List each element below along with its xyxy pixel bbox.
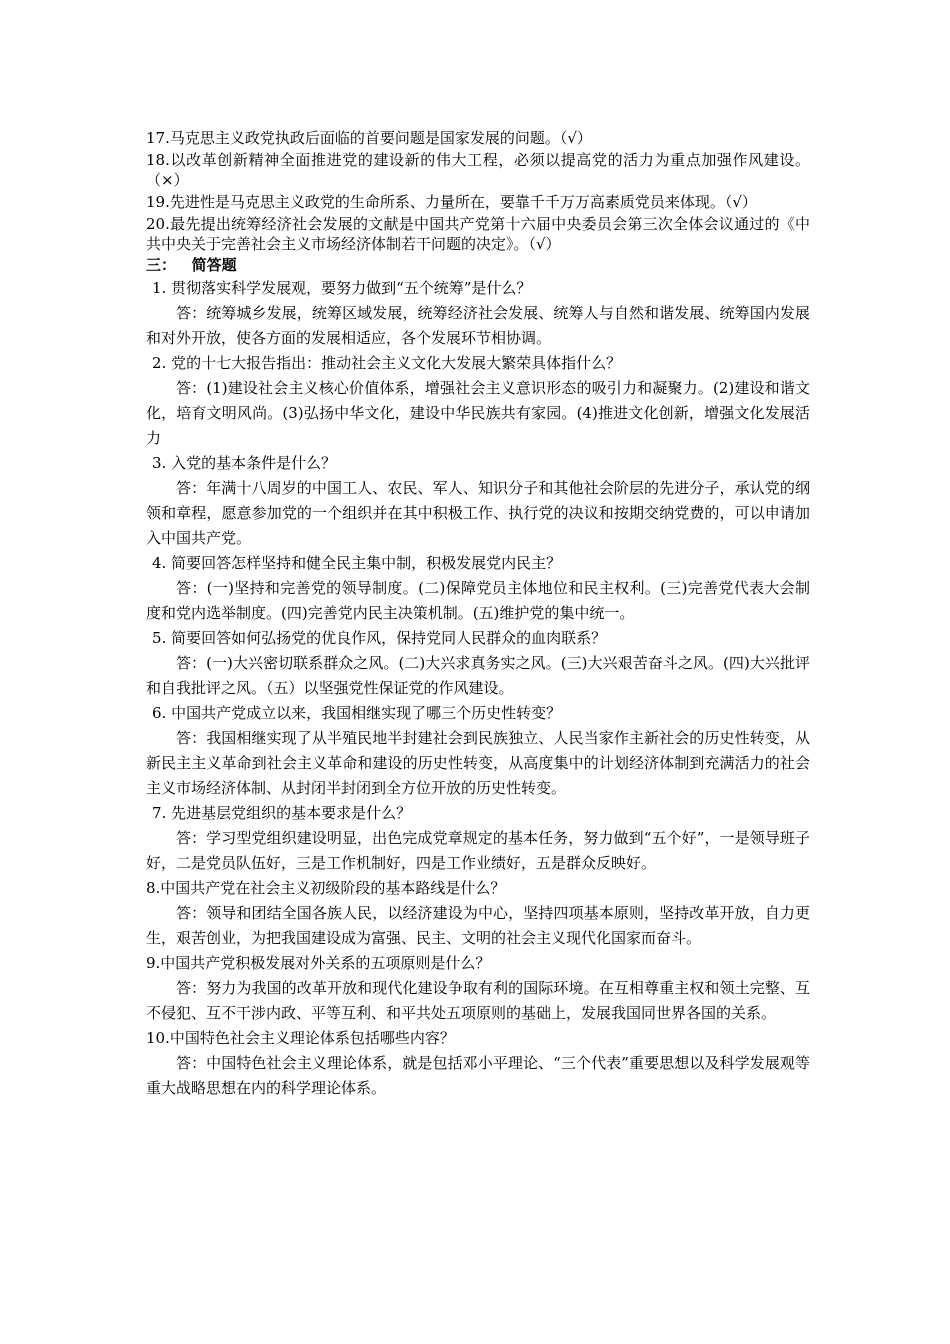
answer-10: 答：中国特色社会主义理论体系，就是包括邓小平理论、“三个代表”重要思想以及科学发展观等重大战略思想在内的科学理论体系。 [146, 1054, 810, 1097]
answer-3: 答：年满十八周岁的中国工人、农民、军人、知识分子和其他社会阶层的先进分子，承认党的纲领和章程，愿意参加党的一个组织并在其中积极工作、执行党的决议和按期交纳党费的，可以申请加入中国共产党。 [146, 479, 810, 547]
question-5: 5. 简要回答如何弘扬党的优良作风，保持党同人民群众的血肉联系？ [152, 629, 607, 647]
answer-5: 答：(一)大兴密切联系群众之风。(二)大兴求真务实之风。(三)大兴艰苦奋斗之风。(四)大兴批评和自我批评之风。（五）以坚强党性保证党的作风建设。 [146, 654, 810, 697]
question-6: 6. 中国共产党成立以来，我国相继实现了哪三个历史性转变？ [152, 704, 562, 722]
question-9: 9.中国共产党积极发展对外关系的五项原则是什么？ [146, 954, 491, 972]
true-false-item-20: 20.最先提出统筹经济社会发展的文献是中国共产党第十六届中央委员会第三次全体会议通过的《中共中央关于完善社会主义市场经济体制若干问题的决定》。（√） [146, 215, 810, 253]
true-false-item-19: 19.先进性是马克思主义政党的生命所系、力量所在，要靠千千万万高素质党员来体现。（√） [146, 193, 757, 211]
answer-4: 答：(一)坚持和完善党的领导制度。(二)保障党员主体地位和民主权利。(三)完善党代表大会制度和党内选举制度。(四)完善党内民主决策机制。(五)维护党的集中统一。 [146, 579, 810, 622]
true-false-item-17: 17.马克思主义政党执政后面临的首要问题是国家发展的问题。（√） [146, 129, 592, 147]
question-8: 8.中国共产党在社会主义初级阶段的基本路线是什么？ [146, 879, 506, 897]
answer-6: 答：我国相继实现了从半殖民地半封建社会到民族独立、人民当家作主新社会的历史性转变，从新民主主义革命到社会主义革命和建设的历史性转变，从高度集中的计划经济体制到充满活力的社会主义市场经济体制、从封闭半封闭到全方位开放的历史性转变。 [146, 729, 810, 797]
answer-8: 答：领导和团结全国各族人民，以经济建设为中心，坚持四项基本原则，坚持改革开放，自力更生，艰苦创业，为把我国建设成为富强、民主、文明的社会主义现代化国家而奋斗。 [146, 904, 810, 947]
question-7: 7. 先进基层党组织的基本要求是什么？ [152, 804, 412, 822]
question-4: 4. 简要回答怎样坚持和健全民主集中制，积极发展党内民主？ [152, 554, 562, 572]
answer-1: 答：统筹城乡发展，统筹区域发展，统筹经济社会发展、统筹人与自然和谐发展、统筹国内发展和对外开放，使各方面的发展相适应，各个发展环节相协调。 [146, 304, 810, 347]
section-title: 三： 简答题 [146, 256, 237, 274]
question-1: 1. 贯彻落实科学发展观，要努力做到“五个统筹”是什么？ [152, 279, 532, 297]
answer-9: 答：努力为我国的改革开放和现代化建设争取有利的国际环境。在互相尊重主权和领土完整、互不侵犯、互不干涉内政、平等互利、和平共处五项原则的基础上，发展我国同世界各国的关系。 [146, 979, 810, 1022]
answer-7: 答：学习型党组织建设明显，出色完成党章规定的基本任务，努力做到“五个好”，一是领导班子好，二是党员队伍好，三是工作机制好，四是工作业绩好，五是群众反映好。 [146, 829, 810, 872]
true-false-item-18: 18.以改革创新精神全面推进党的建设新的伟大工程，必须以提高党的活力为重点加强作风建设。（×） [146, 151, 810, 189]
document-content [146, 128, 810, 1101]
question-2: 2. 党的十七大报告指出：推动社会主义文化大发展大繁荣具体指什么？ [152, 354, 622, 372]
question-3: 3. 入党的基本条件是什么？ [152, 454, 337, 472]
answer-2: 答：(1)建设社会主义核心价值体系，增强社会主义意识形态的吸引力和凝聚力。(2)建设和谐文化，培育文明风尚。(3)弘扬中华文化，建设中华民族共有家园。(4)推进文化创新，增强文化发展活力 [146, 379, 810, 447]
question-10: 10.中国特色社会主义理论体系包括哪些内容？ [146, 1029, 455, 1047]
